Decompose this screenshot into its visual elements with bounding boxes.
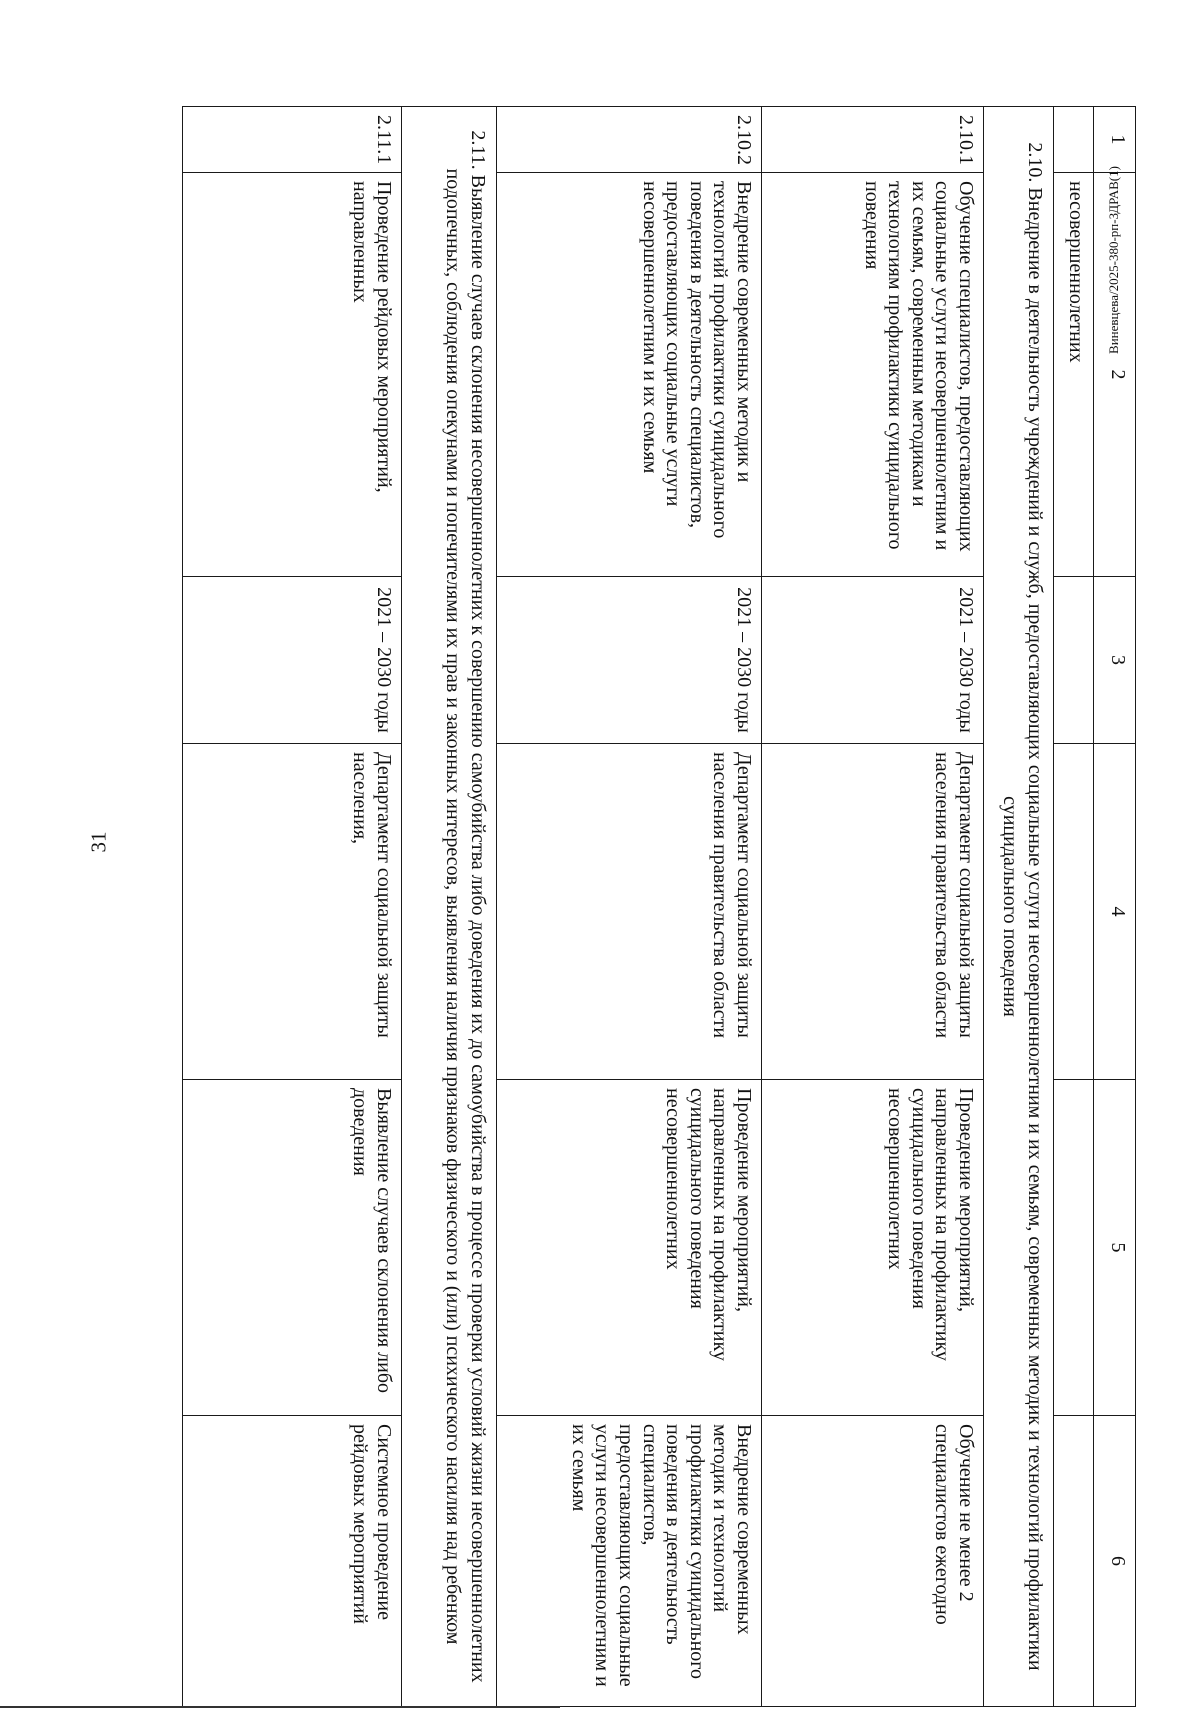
page-number: 31 bbox=[86, 831, 111, 853]
row-number: 2.11.1 bbox=[183, 107, 402, 173]
measure-cell: Проведение рейдовых мероприятий, направленных bbox=[183, 173, 402, 577]
period-cell: 2021 – 2030 годы bbox=[183, 577, 402, 744]
section-heading-2-10: 2.10. Внедрение в деятельность учреждений и служб, предоставляющих социальные услуги несовершеннолетним и их семьям, современных методик и технологий профилактики суицидального поведения bbox=[984, 107, 1054, 1707]
period-cell: 2021 – 2030 годы bbox=[762, 577, 984, 744]
continuation-cell-result bbox=[1054, 1416, 1094, 1707]
section-heading-2-11: 2.11. Выявление случаев склонения несовершеннолетних к совершению самоубийства либо доведения их до самоубийства в процессе проверки условий жизни несовершеннолетних подопечных, соблюдения опекунами и попечителями их прав и законных интересов, выявления наличия признаков физического и (или) психического насилия над ребенком bbox=[402, 107, 497, 1707]
section-row-2-10 bbox=[984, 107, 1054, 1707]
continuation-cell-period bbox=[1054, 577, 1094, 744]
result-cell: Обучение не менее 2 специалистов ежегодно bbox=[762, 1416, 984, 1707]
rotated-table-frame bbox=[182, 106, 1136, 1706]
row-number: 2.10.2 bbox=[497, 107, 762, 173]
period-cell: 2021 – 2030 годы bbox=[497, 577, 762, 744]
continuation-cell-num bbox=[1054, 107, 1094, 173]
table-row bbox=[762, 107, 984, 1707]
measure-cell: Обучение специалистов, предоставляющих социальные услуги несовершеннолетним и их семьям, современным методикам и технологиям профилактики суицидального поведения bbox=[762, 173, 984, 577]
table-row bbox=[183, 107, 402, 1707]
executor-cell: Департамент социальной защиты населения, bbox=[183, 744, 402, 1080]
table-row bbox=[497, 107, 762, 1707]
row-number: 2.10.1 bbox=[762, 107, 984, 173]
executor-cell: Департамент социальной защиты населения правительства области bbox=[497, 744, 762, 1080]
section-row-2-11 bbox=[402, 107, 497, 1707]
continuation-cell-measure: несовершеннолетних bbox=[1054, 173, 1094, 577]
col-number-3: 3 bbox=[1094, 577, 1136, 744]
col-number-5: 5 bbox=[1094, 1080, 1136, 1416]
col-number-4: 4 bbox=[1094, 744, 1136, 1080]
col-number-2: 2 bbox=[1094, 173, 1136, 577]
result-cell: Внедрение современных методик и технологий профилактики суицидального поведения в деятельность специалистов, предоставляющих социальные услуги несовершеннолетним и их семьям bbox=[497, 1416, 762, 1707]
result-cell: Системное проведение рейдовых мероприятий bbox=[183, 1416, 402, 1707]
document-footer-code: Виневцева/2025-380-рп-ЗДРАВ(1) bbox=[1106, 166, 1121, 354]
program-measures-table bbox=[182, 106, 1136, 1707]
continuation-cell-executor bbox=[1054, 744, 1094, 1080]
scan-edge-line bbox=[0, 1706, 560, 1708]
continuation-cell-indicator bbox=[1054, 1080, 1094, 1416]
executor-cell: Департамент социальной защиты населения правительства области bbox=[762, 744, 984, 1080]
indicator-cell: Проведение мероприятий, направленных на профилактику суицидального поведения несовершеннолетних bbox=[497, 1080, 762, 1416]
indicator-cell: Проведение мероприятий, направленных на профилактику суицидального поведения несовершеннолетних bbox=[762, 1080, 984, 1416]
measure-cell: Внедрение современных методик и технологий профилактики суицидального поведения в деятельность специалистов, предоставляющих социальные услуги несовершеннолетним и их семьям bbox=[497, 173, 762, 577]
col-number-1: 1 bbox=[1094, 107, 1136, 173]
continuation-row bbox=[1054, 107, 1094, 1707]
col-number-6: 6 bbox=[1094, 1416, 1136, 1707]
indicator-cell: Выявление случаев склонения либо доведения bbox=[183, 1080, 402, 1416]
